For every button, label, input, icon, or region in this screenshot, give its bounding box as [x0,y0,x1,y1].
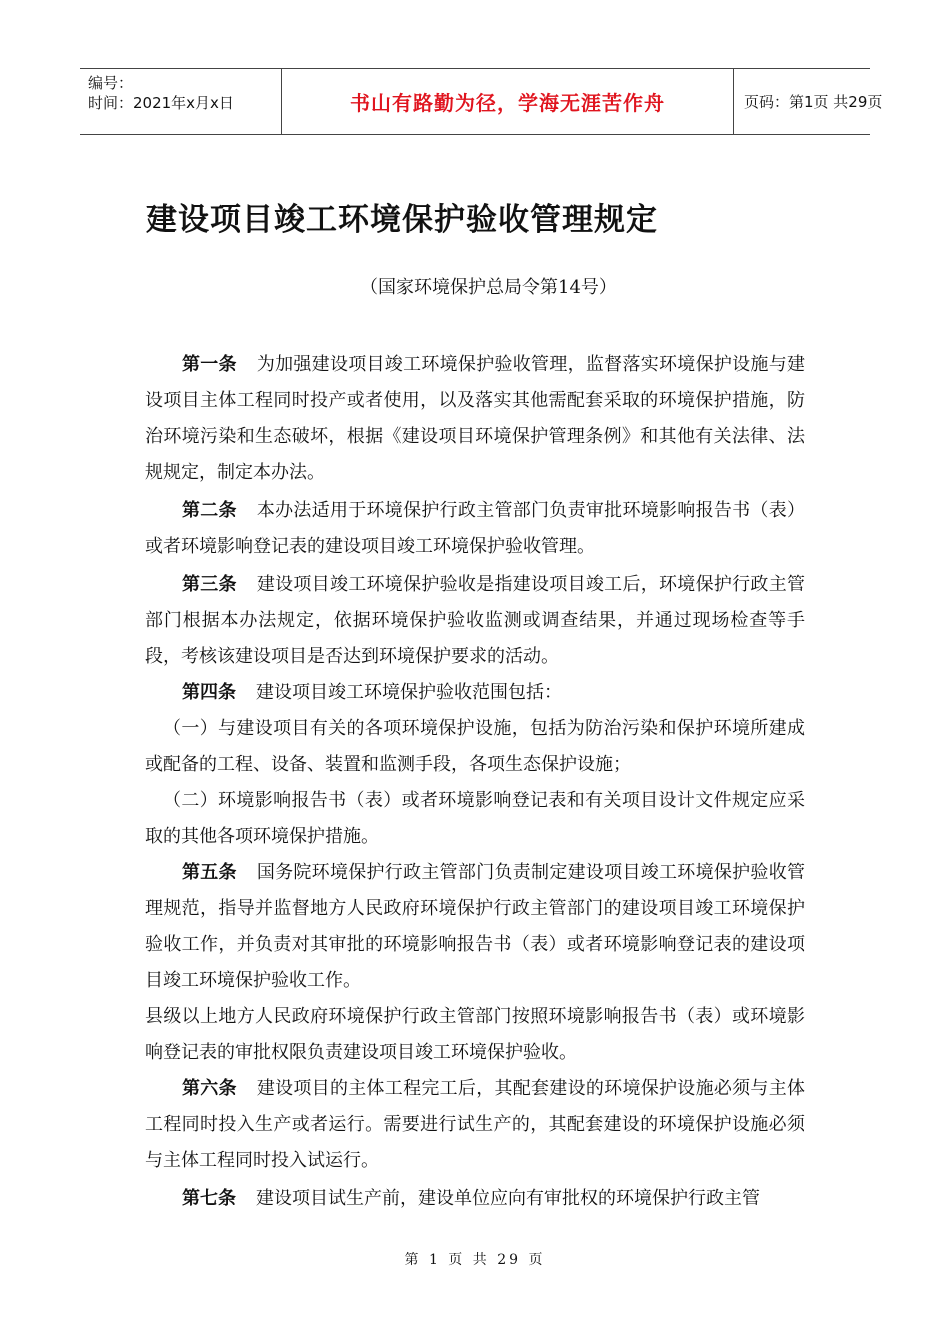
article-7 [145,1181,805,1217]
document-body [145,347,805,1217]
header-meta [80,69,282,134]
article-4-item-2: （二）环境影响报告书（表）或者环境影响登记表和有关项目设计文件规定应采取的其他各项环境保护措施。 [145,790,805,847]
time-label: 时间：2021年x月x日 [88,94,234,112]
article-6 [145,1071,805,1179]
article-label: 第七条 [182,1188,236,1209]
header-page-info: 页码：第1页 共29页 [744,93,883,111]
article-label: 第四条 [182,682,236,703]
article-text: 为加强建设项目竣工环境保护验收管理，监督落实环境保护设施与建设项目主体工程同时投产或者使用，以及落实其他需配套采取的环境保护措施，防治环境污染和生态破坏，根据《建设项目环境保护管理条例》和其他有关法律、法规规定，制定本办法。 [145,354,805,483]
article-text: 建设项目竣工环境保护验收范围包括： [256,682,562,703]
article-2 [145,493,805,565]
document-subtitle: （国家环境保护总局令第14号） [360,277,617,298]
article-text: 建设项目竣工环境保护验收是指建设项目竣工后，环境保护行政主管部门根据本办法规定，依据环境保护验收监测或调查结果，并通过现场检查等手段，考核该建设项目是否达到环境保护要求的活动。 [145,574,805,667]
article-4 [145,675,805,711]
article-text: 本办法适用于环境保护行政主管部门负责审批环境影响报告书（表）或者环境影响登记表的建设项目竣工环境保护验收管理。 [145,500,805,557]
article-label: 第一条 [182,354,237,375]
article-text: 建设项目试生产前，建设单位应向有审批权的环境保护行政主管 [256,1188,760,1209]
article-4-item-1: （一）与建设项目有关的各项环境保护设施，包括为防治污染和保护环境所建成或配备的工程、设备、装置和监测手段，各项生态保护设施； [145,718,805,775]
article-label: 第三条 [182,574,237,595]
number-label: 编号： [88,74,134,92]
article-label: 第五条 [182,862,237,883]
article-text: 国务院环境保护行政主管部门负责制定建设项目竣工环境保护验收管理规范，指导并监督地方人民政府环境保护行政主管部门的建设项目竣工环境保护验收工作，并负责对其审批的环境影响报告书（表）或者环境影响登记表的建设项目竣工环境保护验收工作。 [145,862,805,991]
article-text: 建设项目的主体工程完工后，其配套建设的环境保护设施必须与主体工程同时投入生产或者运行。需要进行试生产的，其配套建设的环境保护设施必须与主体工程同时投入试运行。 [145,1078,805,1171]
page-footer: 第 1 页 共 29 页 [404,1252,546,1268]
article-5-para-2: 县级以上地方人民政府环境保护行政主管部门按照环境影响报告书（表）或环境影响登记表的审批权限负责建设项目竣工环境保护验收。 [145,1006,805,1063]
article-label: 第六条 [182,1078,237,1099]
document-title: 建设项目竣工环境保护验收管理规定 [146,202,658,238]
article-1 [145,347,805,491]
article-3 [145,567,805,675]
header-motto: 书山有路勤为径，学海无涯苦作舟 [282,69,734,134]
article-label: 第二条 [182,500,237,521]
document-header [80,68,883,135]
article-5 [145,855,805,999]
